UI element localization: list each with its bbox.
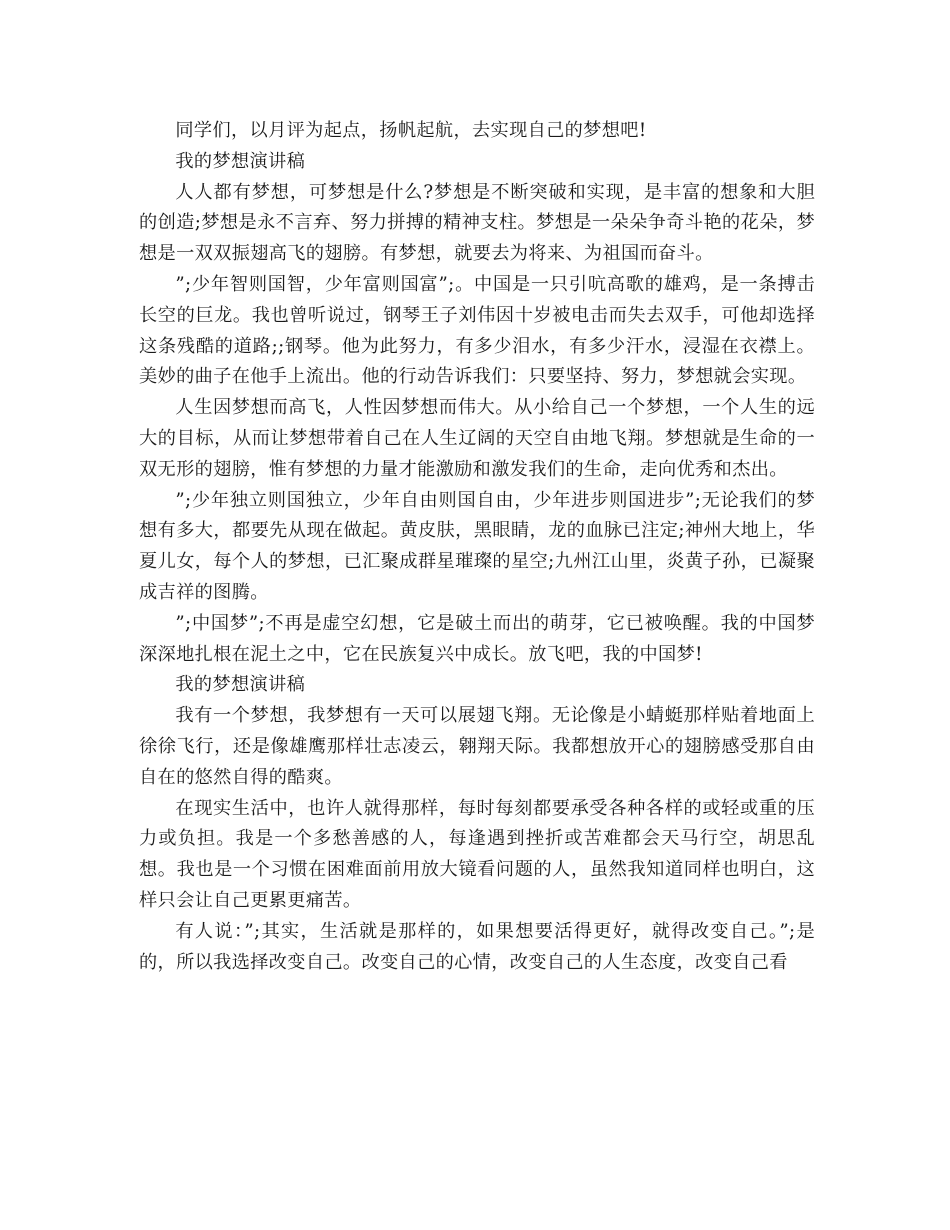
paragraph: 在现实生活中，也许人就得那样，每时每刻都要承受各种各样的或轻或重的压力或负担。我是一个多愁善感的人，每逢遇到挫折或苦难都会天马行空，胡思乱想。我也是一个习惯在困难面前用放大镜看问题的人，虽然我知道同样也明白，这样只会让自己更累更痛苦。	[139, 797, 815, 911]
paragraph: ”;少年智则国智，少年富则国富”;。中国是一只引吭高歌的雄鸡，是一条搏击长空的巨龙。我也曾听说过，钢琴王子刘伟因十岁被电击而失去双手，可他却选择这条残酷的道路;;钢琴。他为此努力，有多少泪水，有多少汗水，浸湿在衣襟上。美妙的曲子在他手上流出。他的行动告诉我们：只要坚持、努力，梦想就会实现。	[139, 273, 815, 388]
section-heading: 我的梦想演讲稿	[175, 674, 306, 696]
paragraph: 我有一个梦想，我梦想有一天可以展翅飞翔。无论像是小蜻蜓那样贴着地面上徐徐飞行，还是像雄鹰那样壮志凌云，翱翔天际。我都想放开心的翅膀感受那自由自在的悠然自得的酷爽。	[139, 705, 815, 788]
paragraph: 人生因梦想而高飞，人性因梦想而伟大。从小给自己一个梦想，一个人生的远大的目标，从而让梦想带着自己在人生辽阔的天空自由地飞翔。梦想就是生命的一双无形的翅膀，惟有梦想的力量才能激励和激发我们的生命，走向优秀和杰出。	[139, 397, 815, 480]
paragraph: ”;少年独立则国独立，少年自由则国自由，少年进步则国进步”;无论我们的梦想有多大，都要先从现在做起。黄皮肤，黑眼睛，龙的血脉已注定;神州大地上，华夏儿女，每个人的梦想，已汇聚成群星璀璨的星空;九州江山里，炎黄子孙，已凝聚成吉祥的图腾。	[139, 489, 815, 603]
paragraph-closing-line: 同学们，以月评为起点，扬帆起航，去实现自己的梦想吧!	[175, 120, 647, 141]
paragraph: 人人都有梦想，可梦想是什么?梦想是不断突破和实现，是丰富的想象和大胆的创造;梦想是永不言弃、努力拼搏的精神支柱。梦想是一朵朵争奇斗艳的花朵，梦想是一双双振翅高飞的翅膀。有梦想，就要去为将来、为祖国而奋斗。	[139, 181, 815, 265]
paragraph: ”;中国梦”;不再是虚空幻想，它是破土而出的萌芽，它已被唤醒。我的中国梦深深地扎根在泥土之中，它在民族复兴中成长。放飞吧，我的中国梦!	[139, 612, 815, 665]
paragraph: 有人说：”;其实，生活就是那样的，如果想要活得更好，就得改变自己。”;是的，所以我选择改变自己。改变自己的心情，改变自己的人生态度，改变自己看	[139, 920, 815, 973]
document-body	[139, 116, 815, 978]
section-heading: 我的梦想演讲稿	[175, 150, 306, 172]
